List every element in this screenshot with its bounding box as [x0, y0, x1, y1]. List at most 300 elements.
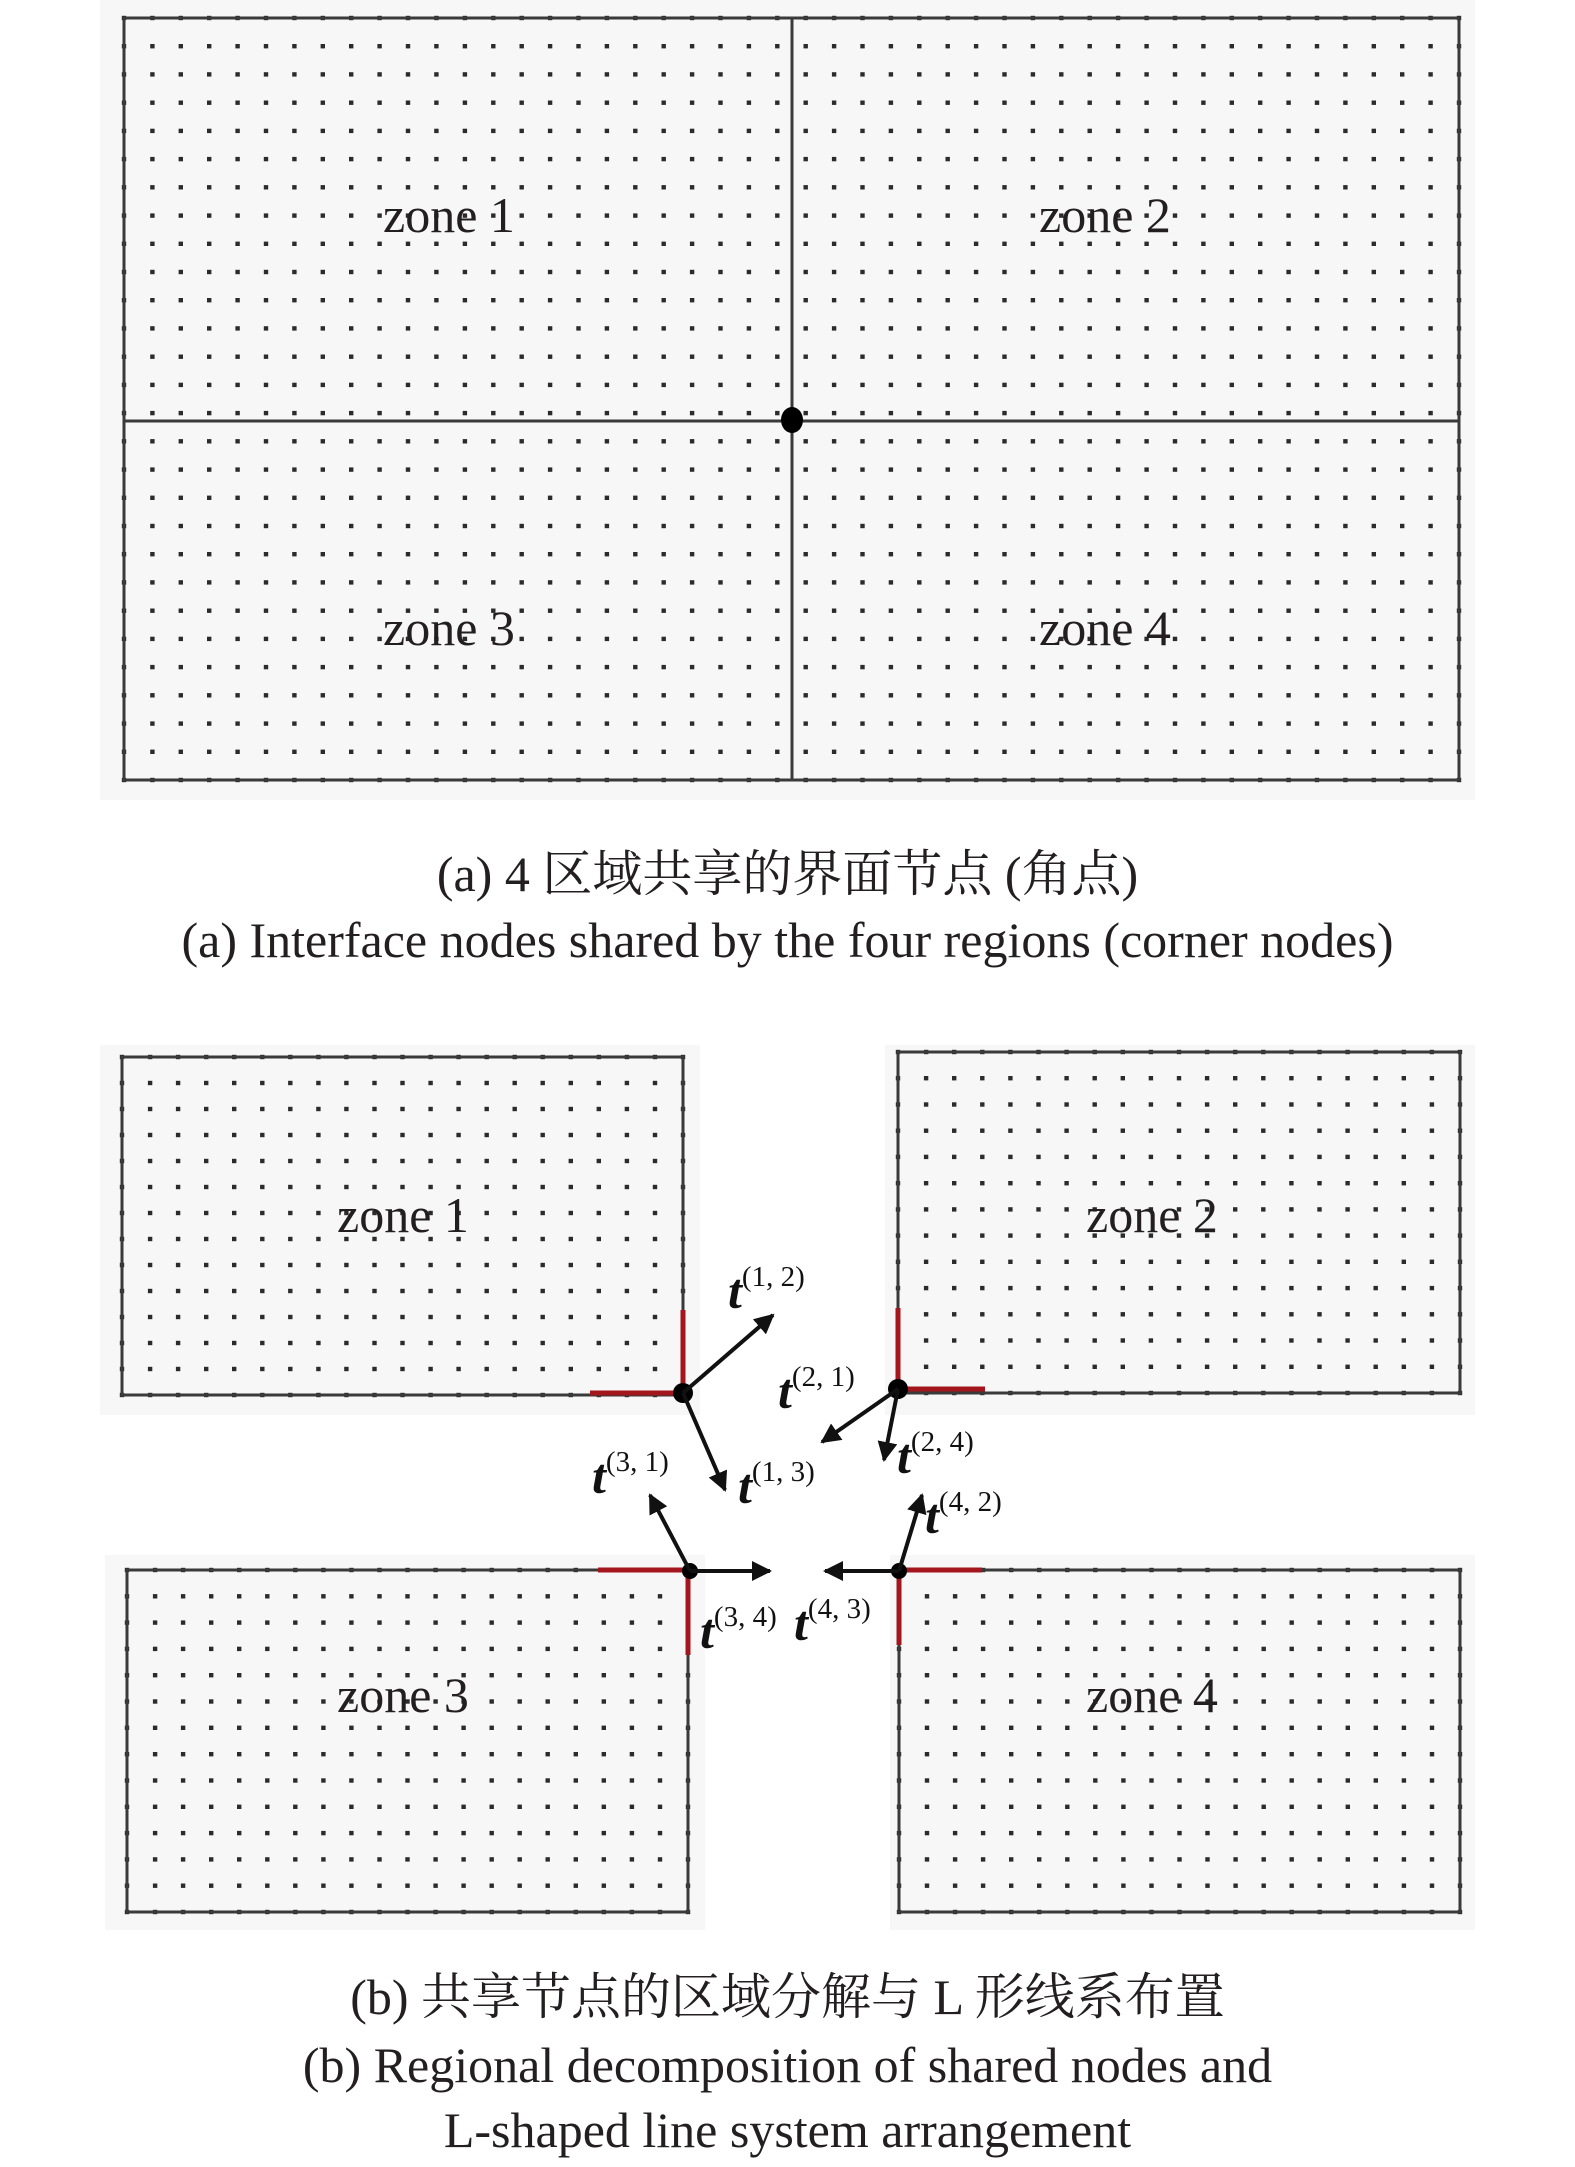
grid-node [548, 552, 552, 556]
grid-node [316, 1081, 320, 1085]
grid-node [1261, 1338, 1265, 1342]
grid-node [513, 1263, 517, 1267]
grid-node [265, 1805, 269, 1809]
grid-node [1262, 1778, 1266, 1782]
grid-node [204, 1133, 208, 1137]
grid-node [605, 637, 609, 641]
grid-node [889, 580, 893, 584]
grid-node [1286, 101, 1290, 105]
grid-node [235, 355, 239, 359]
grid-node [176, 1263, 180, 1267]
grid-node [207, 298, 211, 302]
grid-node [1036, 1260, 1040, 1264]
grid-node [1290, 1647, 1294, 1651]
grid-node [1402, 1312, 1406, 1316]
grid-node [513, 1289, 517, 1293]
grid-node [1317, 1365, 1321, 1369]
grid-node [1059, 157, 1063, 161]
grid-node [602, 1647, 606, 1651]
grid-node [1205, 1831, 1209, 1835]
panel-a-zone-3-label: zone 3 [383, 600, 515, 656]
grid-node [321, 72, 325, 76]
grid-node [434, 383, 438, 387]
grid-node [377, 1805, 381, 1809]
grid-node [1059, 326, 1063, 330]
grid-node [747, 44, 751, 48]
grid-node [804, 524, 808, 528]
grid-node [150, 326, 154, 330]
grid-node [1233, 1207, 1237, 1211]
grid-node [1343, 524, 1347, 528]
grid-node [293, 1805, 297, 1809]
grid-node [321, 750, 325, 754]
grid-node [548, 185, 552, 189]
grid-node [974, 44, 978, 48]
grid-node [463, 157, 467, 161]
grid-node [377, 355, 381, 359]
grid-node [265, 1673, 269, 1677]
grid-node [1230, 185, 1234, 189]
grid-node [237, 1594, 241, 1598]
grid-node [718, 242, 722, 246]
grid-node [946, 496, 950, 500]
grid-node [1343, 157, 1347, 161]
grid-node [1002, 721, 1006, 725]
grid-node [1346, 1805, 1350, 1809]
grid-node [860, 496, 864, 500]
grid-node [1233, 1365, 1237, 1369]
grid-node [433, 1620, 437, 1624]
grid-node [434, 721, 438, 725]
grid-node [546, 1699, 550, 1703]
grid-node [1093, 1365, 1097, 1369]
grid-node [235, 213, 239, 217]
grid-node [456, 1263, 460, 1267]
grid-node [153, 1594, 157, 1598]
grid-node [1059, 665, 1063, 669]
grid-node [1088, 383, 1092, 387]
grid-node [974, 72, 978, 76]
grid-node [264, 496, 268, 500]
grid-node [265, 1884, 269, 1888]
grid-node [232, 1159, 236, 1163]
grid-node [1149, 1752, 1153, 1756]
grid-node [690, 439, 694, 443]
grid-node [433, 1647, 437, 1651]
grid-node [653, 1341, 657, 1345]
grid-node [406, 355, 410, 359]
grid-node [1144, 270, 1148, 274]
grid-node [1289, 1207, 1293, 1211]
grid-node [434, 552, 438, 556]
grid-node [946, 101, 950, 105]
grid-node [981, 1673, 985, 1677]
grid-node [917, 609, 921, 613]
grid-node [349, 1726, 353, 1730]
grid-node [718, 637, 722, 641]
grid-node [150, 665, 154, 669]
grid-node [605, 693, 609, 697]
panel-a-zone-4-label: zone 4 [1039, 600, 1171, 656]
panel-b-caption-english-line-1: (b) Regional decomposition of shared nodes and [302, 2037, 1273, 2093]
grid-node [1121, 1857, 1125, 1861]
grid-node [1201, 496, 1205, 500]
grid-node [485, 1315, 489, 1319]
grid-node [1400, 129, 1404, 133]
grid-node [1428, 665, 1432, 669]
grid-node [1343, 580, 1347, 584]
grid-node [150, 580, 154, 584]
grid-node [974, 157, 978, 161]
grid-node [917, 44, 921, 48]
grid-node [1116, 693, 1120, 697]
grid-node [804, 242, 808, 246]
grid-node [1374, 1778, 1378, 1782]
grid-node [1372, 693, 1376, 697]
grid-node [1428, 383, 1432, 387]
grid-node [548, 72, 552, 76]
grid-node [1233, 1233, 1237, 1237]
grid-node [1008, 1155, 1012, 1159]
grid-node [541, 1185, 545, 1189]
grid-node [265, 1594, 269, 1598]
grid-node [1374, 1699, 1378, 1703]
grid-node [775, 750, 779, 754]
grid-node [1059, 44, 1063, 48]
grid-node [1290, 1805, 1294, 1809]
grid-node [209, 1778, 213, 1782]
grid-node [924, 1102, 928, 1106]
grid-node [406, 72, 410, 76]
grid-node [860, 467, 864, 471]
grid-node [718, 580, 722, 584]
grid-node [1372, 383, 1376, 387]
grid-node [630, 1884, 634, 1888]
grid-node [804, 298, 808, 302]
grid-node [1230, 383, 1234, 387]
grid-node [1374, 1129, 1378, 1133]
grid-node [1286, 524, 1290, 528]
grid-node [1430, 1673, 1434, 1677]
grid-node [1402, 1831, 1406, 1835]
grid-node [1289, 1338, 1293, 1342]
grid-node [633, 637, 637, 641]
grid-node [576, 693, 580, 697]
grid-node [1290, 1778, 1294, 1782]
grid-node [1173, 411, 1177, 415]
grid-node [491, 298, 495, 302]
grid-node [804, 552, 808, 556]
grid-node [1230, 552, 1234, 556]
grid-node [1121, 1076, 1125, 1080]
vector-label-4-3: t(4, 3) [794, 1593, 871, 1651]
grid-node [1002, 665, 1006, 669]
grid-node [925, 1831, 929, 1835]
grid-node [207, 496, 211, 500]
grid-node [832, 439, 836, 443]
vector-label-3-1: t(3, 1) [592, 1446, 669, 1504]
grid-node [1065, 1699, 1069, 1703]
grid-node [1430, 1620, 1434, 1624]
grid-node [1258, 411, 1262, 415]
grid-node [541, 1133, 545, 1137]
grid-node [1315, 72, 1319, 76]
panel-b-zone-1-label: zone 1 [337, 1187, 469, 1243]
grid-node [434, 439, 438, 443]
grid-node [1205, 1312, 1209, 1316]
grid-node [1430, 1155, 1434, 1159]
grid-node [832, 383, 836, 387]
grid-node [456, 1133, 460, 1137]
grid-node [405, 1726, 409, 1730]
grid-node [150, 270, 154, 274]
grid-node [775, 665, 779, 669]
grid-node [179, 72, 183, 76]
grid-node [377, 552, 381, 556]
grid-node [605, 411, 609, 415]
grid-node [349, 157, 353, 161]
grid-node [889, 355, 893, 359]
vector-label-2-1: t(2, 1) [778, 1361, 855, 1419]
grid-node [569, 1185, 573, 1189]
grid-node [1315, 326, 1319, 330]
grid-node [207, 44, 211, 48]
grid-node [832, 326, 836, 330]
grid-node [490, 1805, 494, 1809]
grid-node [372, 1081, 376, 1085]
grid-node [1177, 1338, 1181, 1342]
grid-node [372, 1367, 376, 1371]
grid-node [150, 298, 154, 302]
grid-node [1177, 1884, 1181, 1888]
grid-node [176, 1289, 180, 1293]
grid-node [1233, 1620, 1237, 1624]
grid-node [952, 1365, 956, 1369]
grid-node [662, 185, 666, 189]
grid-node [1374, 1857, 1378, 1861]
grid-node [1088, 270, 1092, 274]
grid-node [690, 242, 694, 246]
grid-node [1036, 1233, 1040, 1237]
grid-node [321, 1647, 325, 1651]
grid-node [456, 1081, 460, 1085]
grid-node [1177, 1594, 1181, 1598]
grid-node [1286, 242, 1290, 246]
grid-node [925, 1699, 929, 1703]
grid-node [1372, 72, 1376, 76]
grid-node [463, 580, 467, 584]
grid-node [1201, 609, 1205, 613]
grid-node [860, 524, 864, 528]
grid-node [491, 552, 495, 556]
grid-node [1428, 637, 1432, 641]
grid-node [1402, 1594, 1406, 1598]
grid-node [1428, 213, 1432, 217]
grid-node [981, 1831, 985, 1835]
grid-node [264, 693, 268, 697]
grid-node [207, 609, 211, 613]
grid-node [690, 693, 694, 697]
grid-node [1317, 1102, 1321, 1106]
grid-node [546, 1594, 550, 1598]
grid-node [179, 693, 183, 697]
grid-node [804, 101, 808, 105]
grid-node [633, 129, 637, 133]
grid-node [662, 439, 666, 443]
grid-node [1346, 1594, 1350, 1598]
grid-node [1315, 383, 1319, 387]
grid-node [293, 1647, 297, 1651]
grid-node [597, 1289, 601, 1293]
grid-node [980, 1286, 984, 1290]
grid-node [490, 1673, 494, 1677]
grid-node [1201, 637, 1205, 641]
grid-node [461, 1857, 465, 1861]
grid-node [917, 129, 921, 133]
grid-node [461, 1726, 465, 1730]
grid-node [1205, 1338, 1209, 1342]
grid-node [491, 439, 495, 443]
grid-node [513, 1133, 517, 1137]
grid-node [293, 1857, 297, 1861]
grid-node [292, 637, 296, 641]
grid-node [1002, 750, 1006, 754]
grid-node [406, 467, 410, 471]
grid-node [775, 44, 779, 48]
grid-node [292, 750, 296, 754]
grid-node [235, 411, 239, 415]
grid-node [1258, 298, 1262, 302]
grid-node [349, 101, 353, 105]
grid-node [1400, 467, 1404, 471]
grid-node [1116, 496, 1120, 500]
grid-node [148, 1159, 152, 1163]
grid-node [1201, 355, 1205, 359]
grid-node [232, 1315, 236, 1319]
grid-node [207, 72, 211, 76]
grid-node [485, 1289, 489, 1293]
grid-node [541, 1159, 545, 1163]
grid-node [917, 665, 921, 669]
grid-node [1002, 44, 1006, 48]
grid-node [775, 355, 779, 359]
grid-node [1205, 1884, 1209, 1888]
grid-node [377, 213, 381, 217]
grid-node [1317, 1181, 1321, 1185]
grid-node [264, 524, 268, 528]
grid-node [176, 1185, 180, 1189]
grid-node [1088, 496, 1092, 500]
grid-node [1428, 242, 1432, 246]
grid-node [321, 213, 325, 217]
grid-node [1116, 298, 1120, 302]
grid-node [1008, 1338, 1012, 1342]
grid-node [974, 580, 978, 584]
grid-node [1400, 72, 1404, 76]
grid-node [832, 101, 836, 105]
grid-node [292, 270, 296, 274]
grid-node [1262, 1752, 1266, 1756]
grid-node [264, 242, 268, 246]
grid-node [405, 1752, 409, 1756]
grid-node [1343, 552, 1347, 556]
grid-node [1031, 326, 1035, 330]
grid-node [1343, 467, 1347, 471]
grid-node [718, 665, 722, 669]
grid-node [1430, 1181, 1434, 1185]
grid-node [546, 1778, 550, 1782]
grid-node [1002, 552, 1006, 556]
grid-node [1318, 1673, 1322, 1677]
grid-node [1258, 355, 1262, 359]
grid-node [1037, 1620, 1041, 1624]
grid-node [316, 1107, 320, 1111]
grid-node [1400, 270, 1404, 274]
grid-node [747, 721, 751, 725]
grid-node [1374, 1647, 1378, 1651]
grid-node [150, 693, 154, 697]
grid-node [292, 101, 296, 105]
vector-label-3-4: t(3, 4) [700, 1601, 777, 1659]
grid-node [974, 637, 978, 641]
grid-node [1173, 665, 1177, 669]
grid-node [953, 1884, 957, 1888]
grid-node [889, 637, 893, 641]
grid-node [377, 1726, 381, 1730]
panel-a-zone-1-label: zone 1 [383, 187, 515, 243]
grid-node [1346, 1752, 1350, 1756]
grid-node [548, 129, 552, 133]
grid-node [747, 439, 751, 443]
grid-node [237, 1620, 241, 1624]
grid-node [1121, 1338, 1125, 1342]
grid-node [1315, 213, 1319, 217]
grid-node [377, 1857, 381, 1861]
grid-node [1088, 129, 1092, 133]
grid-node [316, 1237, 320, 1241]
grid-node [541, 1107, 545, 1111]
grid-node [288, 1315, 292, 1319]
grid-node [1233, 1831, 1237, 1835]
grid-node [316, 1185, 320, 1189]
grid-node [321, 496, 325, 500]
grid-node [1088, 467, 1092, 471]
grid-node [980, 1102, 984, 1106]
grid-node [602, 1884, 606, 1888]
grid-node [207, 693, 211, 697]
grid-node [1173, 552, 1177, 556]
grid-node [1177, 1620, 1181, 1624]
grid-node [546, 1752, 550, 1756]
grid-node [1116, 665, 1120, 669]
grid-node [181, 1594, 185, 1598]
grid-node [349, 213, 353, 217]
grid-node [349, 1857, 353, 1861]
grid-node [1258, 552, 1262, 556]
grid-node [1258, 665, 1262, 669]
grid-node [602, 1805, 606, 1809]
grid-node [602, 1857, 606, 1861]
grid-node [1009, 1594, 1013, 1598]
grid-node [917, 157, 921, 161]
grid-node [925, 1647, 929, 1651]
grid-node [1430, 1857, 1434, 1861]
grid-node [260, 1211, 264, 1215]
grid-node [574, 1620, 578, 1624]
grid-node [181, 1752, 185, 1756]
grid-node [209, 1752, 213, 1756]
grid-node [804, 355, 808, 359]
